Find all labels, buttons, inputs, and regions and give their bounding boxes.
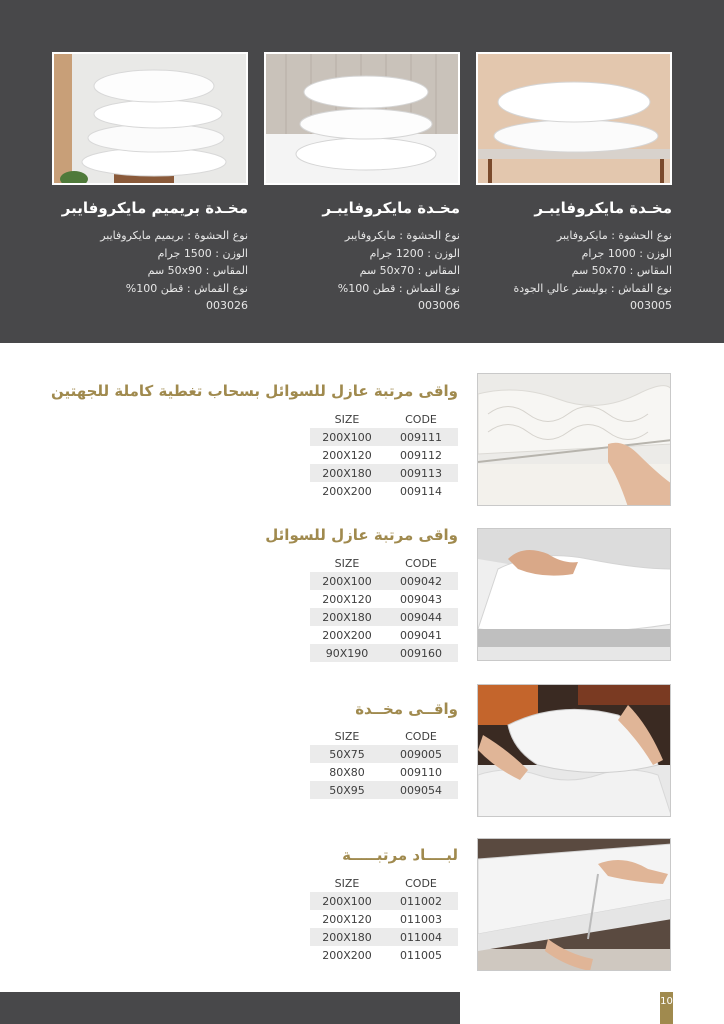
size-cell: 200X100 [310,572,384,590]
pillow-specs [476,227,672,315]
code-cell: 009043 [400,592,442,606]
spec-weight: الوزن : 1200 جرام [369,246,460,260]
size-cell: 90X190 [310,644,384,662]
code-cell: 009042 [384,572,458,590]
size-cell: 200X180 [310,464,384,482]
section-title: لبــــاد مرتبـــــة [342,846,458,864]
size-table [310,727,458,799]
pillow-name: مخـدة مايكروفايبـر [322,199,460,217]
spec-size: المقاس : 50x70 سم [359,264,460,277]
size-header: SIZE [334,876,360,890]
spec-size: المقاس : 50x70 سم [571,264,672,277]
table-row [310,590,458,608]
table-row [310,464,458,482]
size-header: SIZE [334,729,360,743]
pillow-name: مخـدة بريميم مايكروفايبر [61,199,248,217]
table-row [310,910,458,928]
code-cell: 009005 [384,745,458,763]
size-table [310,874,458,964]
size-table [310,410,458,500]
premium-pillow-photo [52,52,248,185]
size-header: SIZE [334,412,360,426]
size-cell: 200X100 [310,892,384,910]
code-header: CODE [405,876,437,890]
spec-weight: الوزن : 1000 جرام [581,246,672,260]
table-row [310,763,458,781]
size-cell: 80X80 [329,765,365,779]
spec-filling: نوع الحشوة : بريميم مايكروفايبر [100,229,248,242]
mattress-topper-photo [477,838,671,971]
size-cell: 200X120 [322,912,372,926]
code-cell: 009113 [384,464,458,482]
spec-size: المقاس : 50x90 سم [147,264,248,277]
size-cell: 50X75 [310,745,384,763]
code-cell: 009112 [400,448,442,462]
code-cell: 011003 [400,912,442,926]
pillow-name: مخـدة مايكروفايبـر [534,199,672,217]
code-header: CODE [405,729,437,743]
code-cell: 009041 [400,628,442,642]
page-number: 10 [660,992,673,1024]
microfiber-pillow-photo [476,52,672,185]
table-row [310,608,458,626]
pillow-specs [52,227,248,315]
pillow-card [52,52,248,315]
spec-filling: نوع الحشوة : مايكروفايبر [556,229,672,242]
pillows-band [0,0,724,343]
code-cell: 009111 [384,428,458,446]
code-cell: 009110 [400,765,442,779]
table-row [310,781,458,799]
table-row [310,892,458,910]
code-header: CODE [405,556,437,570]
size-cell: 200X120 [322,592,372,606]
pillow-protector-photo [477,684,671,817]
spec-fabric: نوع القماش : قطن 100% [125,281,248,295]
spec-filling: نوع الحشوة : مايكروفايبر [344,229,460,242]
size-header: SIZE [334,556,360,570]
pillow-card [476,52,672,315]
code-cell: 009114 [400,484,442,498]
pillow-card [264,52,460,315]
table-row [310,644,458,662]
pillow-code: 003006 [418,299,460,312]
table-row [310,446,458,464]
size-table [310,554,458,662]
section-title: واقــى مخــدة [355,700,458,718]
section-title: واقى مرتبة عازل للسوائل [265,526,458,544]
size-cell: 200X180 [310,928,384,946]
spec-weight: الوزن : 1500 جرام [157,246,248,260]
table-row [310,745,458,763]
size-cell: 200X200 [322,484,372,498]
table-row [310,626,458,644]
code-cell: 011002 [384,892,458,910]
pillow-specs [264,227,460,315]
spec-fabric: نوع القماش : بوليستر عالي الجودة [513,281,672,295]
size-cell: 200X180 [310,608,384,626]
size-cell: 200X200 [322,628,372,642]
zip-protector-photo [477,373,671,506]
table-row [310,572,458,590]
size-cell: 200X200 [322,948,372,962]
pillow-code: 003026 [206,299,248,312]
table-row [310,946,458,964]
waterproof-protector-photo [477,528,671,661]
code-cell: 011005 [400,948,442,962]
footer-bar [0,992,460,1024]
microfiber-pillow-photo [264,52,460,185]
code-cell: 009044 [384,608,458,626]
code-cell: 009054 [384,781,458,799]
code-cell: 009160 [384,644,458,662]
code-cell: 011004 [384,928,458,946]
size-cell: 200X120 [322,448,372,462]
section-title: واقى مرتبة عازل للسوائل بسحاب تغطية كاملة للجهتين [50,382,458,400]
table-row [310,928,458,946]
spec-fabric: نوع القماش : قطن 100% [337,281,460,295]
pillow-code: 003005 [630,299,672,312]
size-cell: 50X95 [310,781,384,799]
table-row [310,428,458,446]
size-cell: 200X100 [310,428,384,446]
code-header: CODE [405,412,437,426]
table-row [310,482,458,500]
